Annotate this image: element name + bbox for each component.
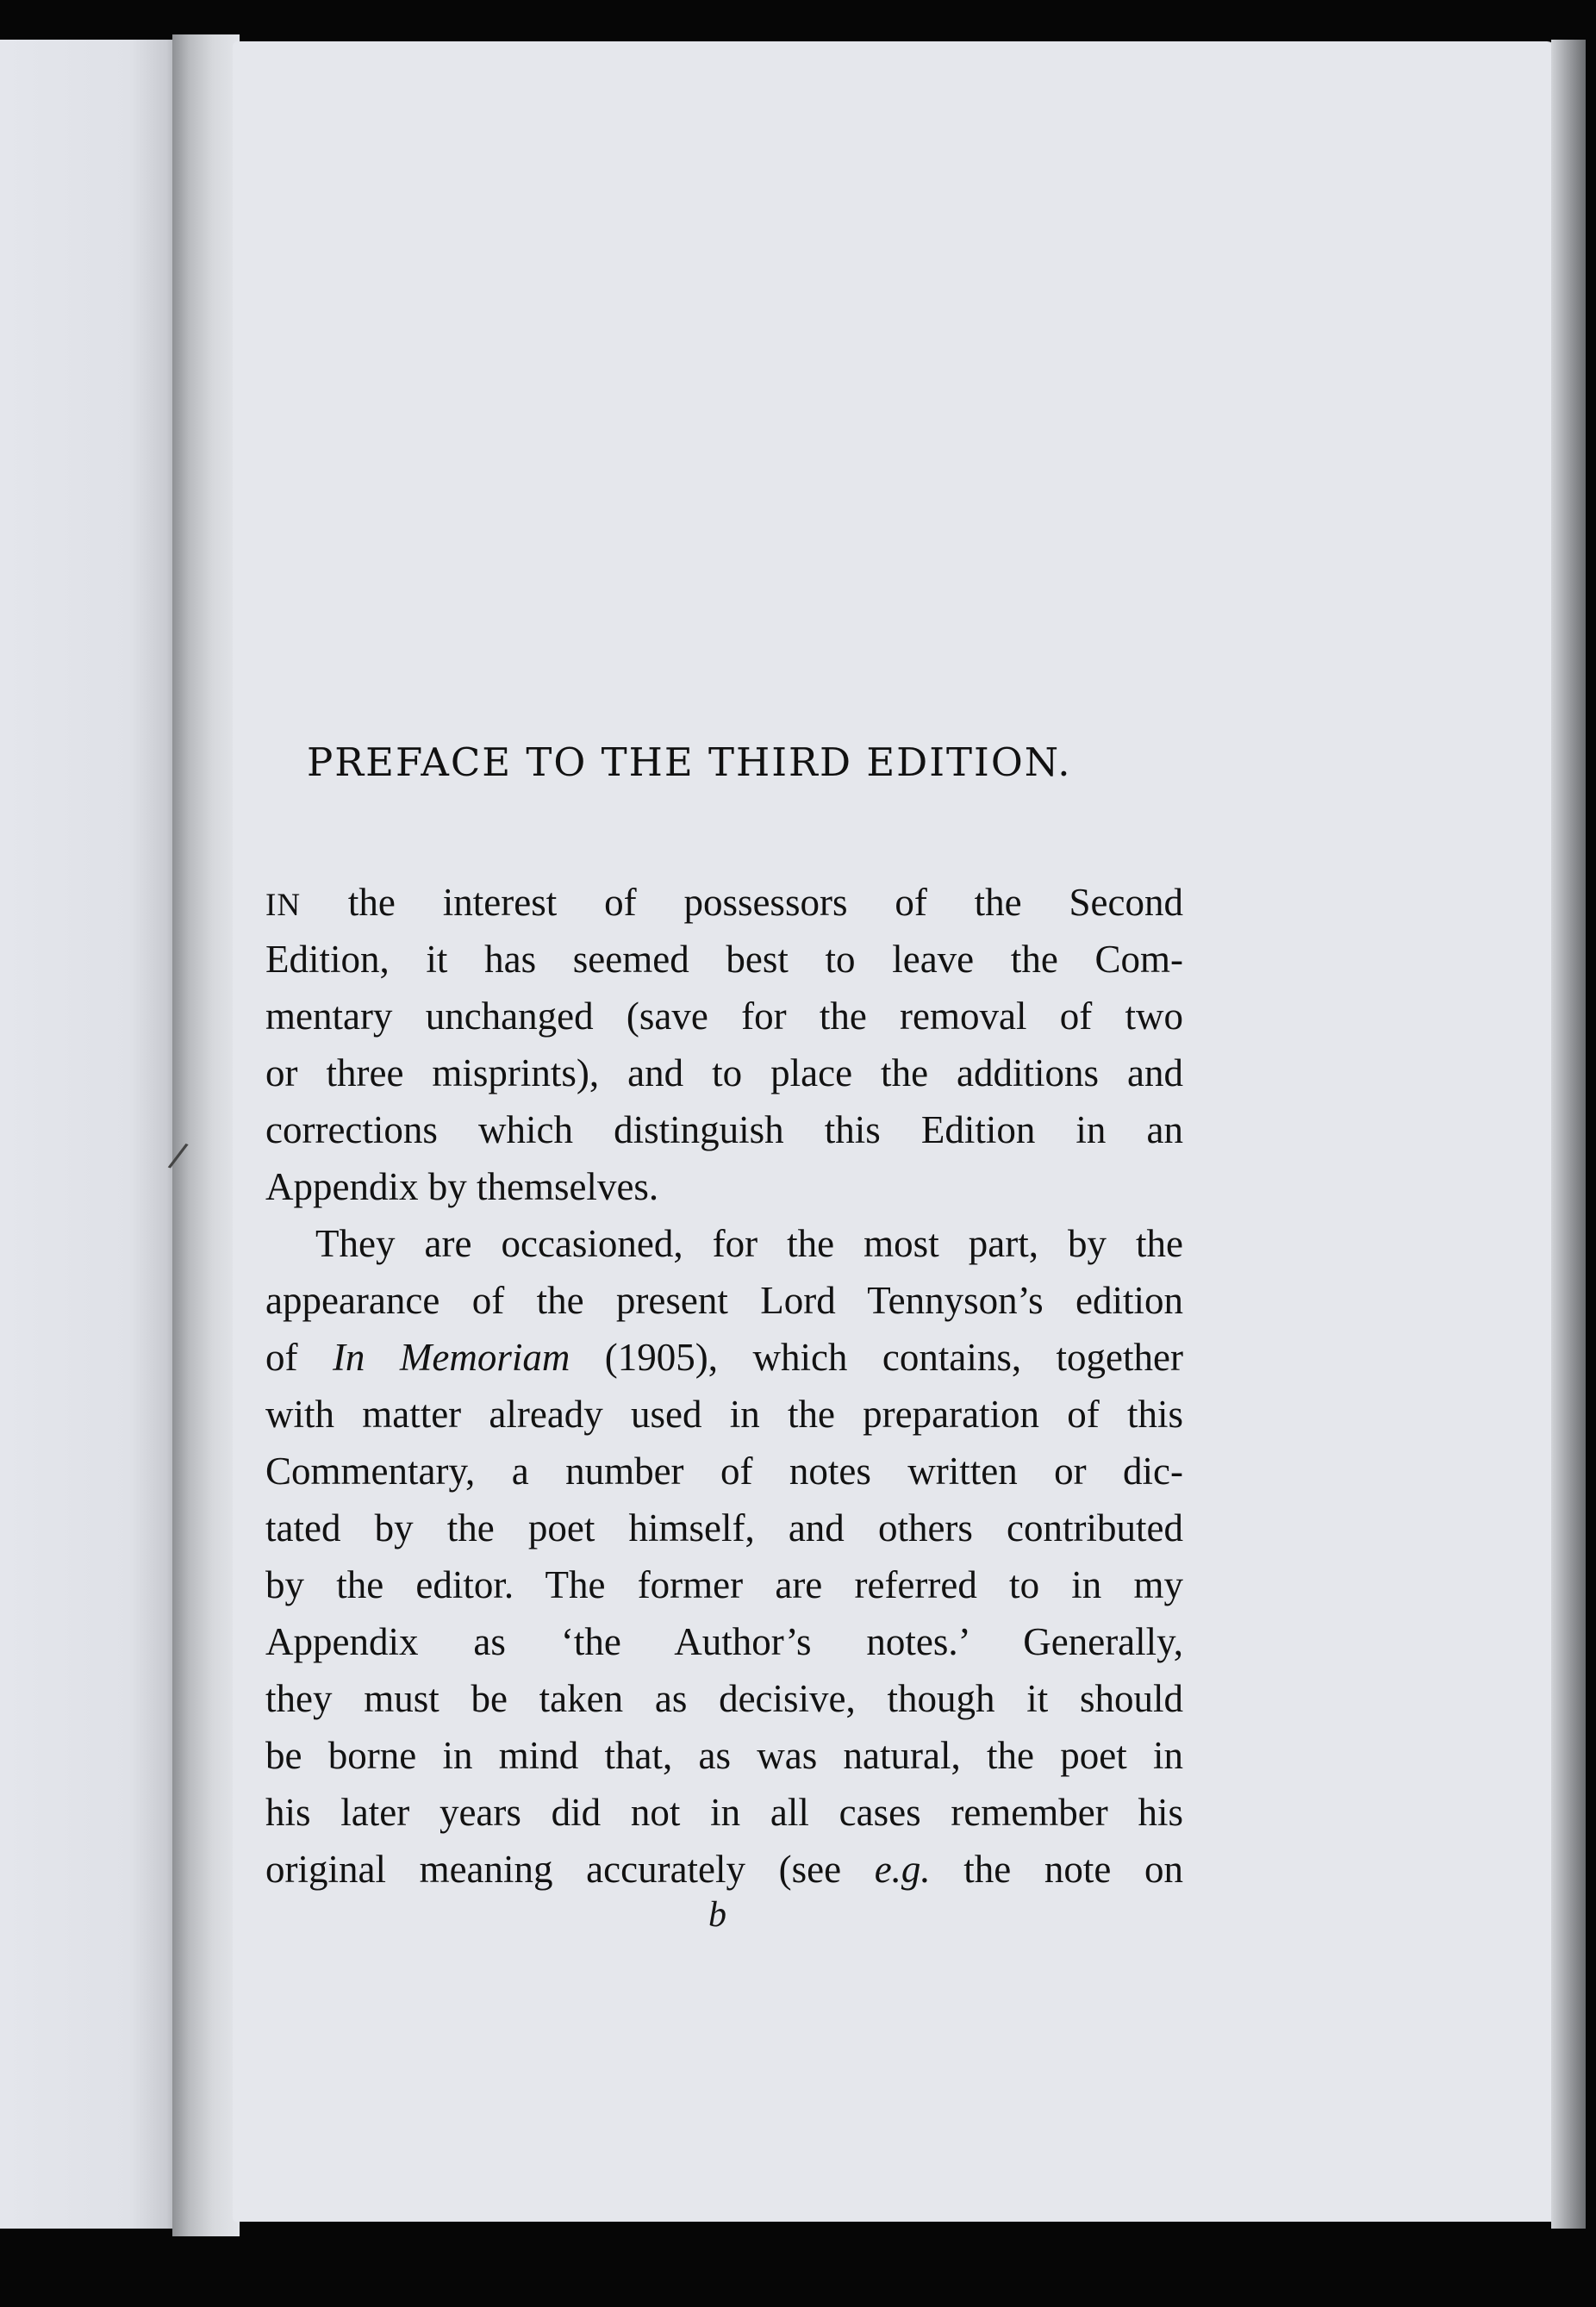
text-line: by the editor. The former are referred to in my [265, 1563, 1183, 1606]
text-line [265, 1841, 1183, 1898]
text-line: with matter already used in the preparation of this [265, 1393, 1183, 1436]
italic-abbreviation: e.g. [874, 1848, 931, 1891]
text-line: corrections which distinguish this Edition in an [265, 1108, 1183, 1151]
line-text: the note on [930, 1848, 1183, 1891]
text-line [265, 874, 1183, 931]
page-title: PREFACE TO THE THIRD EDITION. [307, 739, 1072, 785]
text-line: Appendix as ‘the Author’s notes.’ Generally, [265, 1620, 1183, 1663]
text-line: Commentary, a number of notes written or dic- [265, 1450, 1183, 1493]
text-line: Appendix by themselves. [265, 1165, 659, 1208]
line-text: original meaning accurately (see [265, 1848, 875, 1891]
text-line: or three misprints), and to place the additions and [265, 1051, 1183, 1094]
page-edge [1551, 40, 1586, 2229]
facing-page [0, 40, 185, 2229]
preface-text [265, 874, 1183, 1898]
text-line: mentary unchanged (save for the removal of two [265, 995, 1183, 1038]
line-text: the interest of possessors of the Second [347, 881, 1183, 924]
signature-mark: b [708, 1895, 726, 1935]
text-line: tated by the poet himself, and others contributed [265, 1506, 1183, 1549]
text-line: Edition, it has seemed best to leave the Com- [265, 938, 1183, 981]
text-line: they must be taken as decisive, though it should [265, 1677, 1183, 1720]
italic-title: In Memoriam [332, 1336, 570, 1379]
line-text: (1905), which contains, together [570, 1336, 1183, 1379]
small-caps-word: IN [265, 888, 302, 923]
text-line: They are occasioned, for the most part, by the [315, 1222, 1183, 1265]
line-text: of [265, 1336, 333, 1379]
margin-mark: / [165, 1135, 190, 1176]
text-line: appearance of the present Lord Tennyson’s edition [265, 1279, 1183, 1322]
text-line [265, 1329, 1183, 1386]
text-line: be borne in mind that, as was natural, the poet in [265, 1734, 1183, 1777]
text-line: his later years did not in all cases remember his [265, 1791, 1183, 1834]
